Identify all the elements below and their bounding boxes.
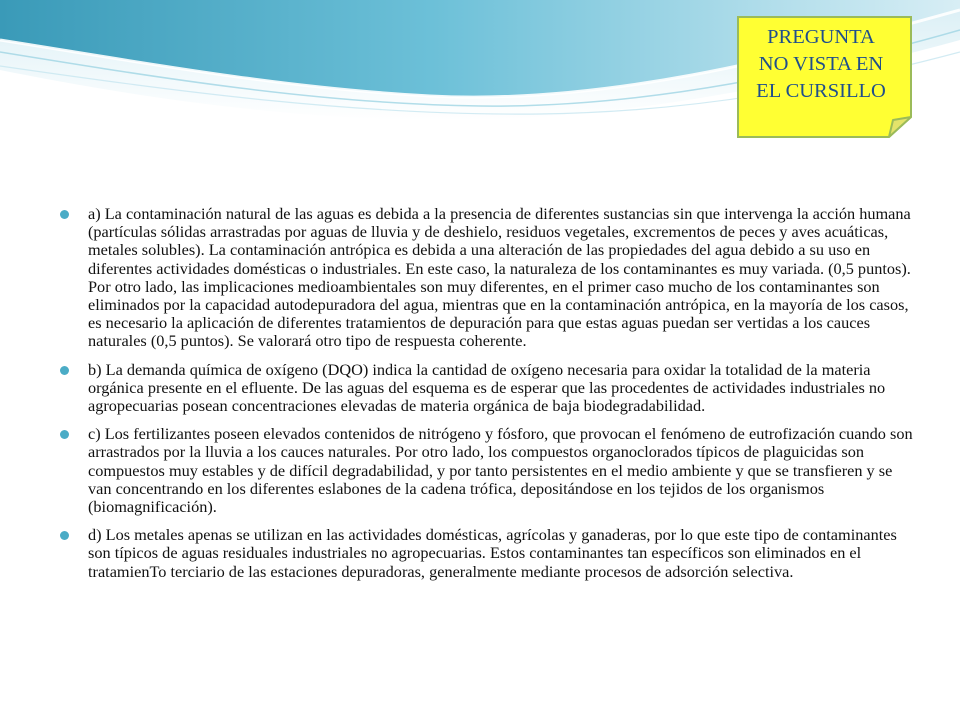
bullet-dot-icon: [60, 531, 69, 540]
answer-item-d: [60, 526, 915, 581]
bullet-dot-icon: [60, 430, 69, 439]
note-folded-corner: [889, 117, 911, 137]
answer-text-c: c) Los fertilizantes poseen elevados contenidos de nitrógeno y fósforo, que provocan el fenómeno de eutrofización cuando son arrastrados por la lluvia a los cauces naturales. Por otro lado, los compuestos organoclorados típicos de plaguicidas son compuestos muy estables y de difícil degradabilidad, y por tanto persistentes en el medio ambiente y que se transfieren y se van concentrando en los diferentes eslabones de la cadena trófica, depositándose en los tejidos de los organismos (biomagnificación).: [88, 424, 913, 517]
note-line-1: PREGUNTA: [767, 26, 875, 48]
answer-text-b: b) La demanda química de oxígeno (DQO) indica la cantidad de oxígeno necesaria para oxidar la totalidad de la materia orgánica presente en el efluente. De las aguas del esquema es de esperar que las procedentes de actividades industriales no agropecuarias posean concentraciones elevadas de materia orgánica de baja biodegradabilidad.: [88, 359, 886, 416]
answer-item-b: [60, 361, 915, 416]
answer-list: [60, 205, 915, 591]
answer-text-d: d) Los metales apenas se utilizan en las actividades domésticas, agrícolas y ganaderas, por lo que este tipo de contaminantes son típicos de aguas residuales industriales no agropecuarias. Estos contaminantes tan específicos son eliminados en el tratamienTo terciario de las estaciones depuradoras, generalmente mediante procesos de adsorción selectiva.: [88, 525, 897, 581]
note-line-3: EL CURSILLO: [756, 80, 886, 102]
answer-item-c: [60, 425, 915, 516]
bullet-dot-icon: [60, 210, 69, 219]
answer-text-a: a) La contaminación natural de las aguas es debida a la presencia de diferentes sustancias sin que intervenga la acción humana (partículas sólidas arrastradas por aguas de lluvia y de deshielo, residuos vegetales, excrementos de peces y aves acuáticas, metales solubles). La contaminación antrópica es debida a una alteración de las propiedades del agua debido a su uso en diferentes actividades domésticas o industriales. En este caso, la naturaleza de los contaminantes es muy variada. (0,5 puntos). Por otro lado, las implicaciones medioambientales son muy diferentes, en el primer caso mucho de los contaminantes son eliminados por la capacidad autodepuradora del agua, mientras que en la contaminación antrópica, en la mayoría de los casos, es necesario la aplicación de diferentes tratamientos de depuración para que estas aguas puedan ser vertidas a los cauces naturales (0,5 puntos). Se valorará otro tipo de respuesta coherente.: [88, 204, 911, 351]
sticky-note-text: [737, 24, 905, 105]
answer-item-a: [60, 205, 915, 351]
note-line-2: NO VISTA EN: [758, 53, 884, 75]
bullet-dot-icon: [60, 366, 69, 375]
